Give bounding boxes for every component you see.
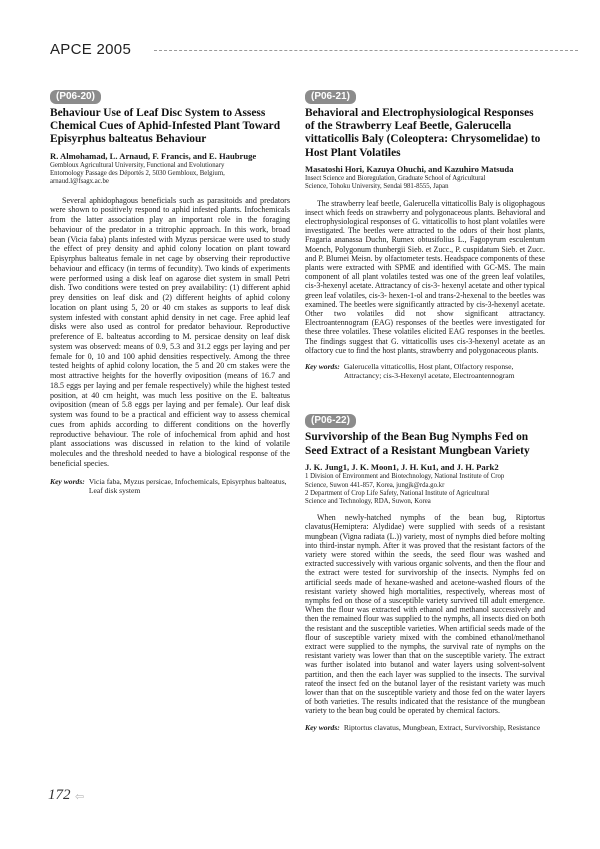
article-title: Behaviour Use of Leaf Disc System to Assess Chemical Cues of Aphid-Infested Plant Toward Episyrphus balteatus Behaviour xyxy=(50,107,281,146)
keywords-text: Galerucella vittaticollis, Host plant, Olfactory response, Attractancy; cis-3-Hexenyl acetate, Electroantennogram xyxy=(343,362,515,381)
affiliation-line: Insect Science and Bioregulation, Graduate School of Agricultural xyxy=(305,175,486,183)
article-authors: R. Almohamad, L. Arnaud, F. Francis, and E. Haubruge xyxy=(50,150,257,161)
article-affiliation xyxy=(305,175,545,191)
article-p06-20 xyxy=(50,86,290,495)
page-number: 172 xyxy=(48,787,71,803)
keywords-label: Key words: xyxy=(305,362,340,372)
keywords-text: Vicia faba, Myzus persicae, Infochemicals, Episyrphus balteatus, Leaf disk system xyxy=(88,476,287,495)
header-title: APCE 2005 xyxy=(50,41,132,58)
header-divider xyxy=(154,50,578,51)
affiliation-line: Entomology Passage des Déportés 2, 5030 Gembloux, Belgium, xyxy=(50,170,225,178)
keywords xyxy=(305,362,545,380)
article-title: Survivorship of the Bean Bug Nymphs Fed on Seed Extract of a Resistant Mungbean Variety xyxy=(305,431,530,457)
article-abstract: Several aphidophagous beneficials such as parasitoids and predators were shown to positively respond to aphid infested plants. Infochemicals from the latter association play an important role in the foraging behaviour of the predator in a tritrophic approach. In this work, broad bean (Vicia faba) plants infested with Myzus persicae were used to study the effect of prey density and aphid colony location on plant toward Episyrphus balteatus female in net cage by observing their reproductive behaviour and efficacy (in terms of fecundity). Two kinds of experiments were performed using a disk leaf on agarose diet system in small Petri dish. Two conditions were tested on prey availability: (1) different aphid prey densities on leaf disk and (2) different heights of aphid colony location on plant using 5, 20 or 40 cm stakes as supports to leaf disk system infested with constant aphid density in net cage. Free aphid leaf disks were also used as control for predator behaviour. Reproductive preference of E. balteatus according to M. persicae density on leaf disk system was observed: means of 0.9, 5.3 and 31.2 eggs per laying and per female for 0, 10 and 100 aphid densities respectively. Among the three tested heights of aphid colony location, the 5 and 20 cm stakes were the most attractive heights for the hoverfly oviposition (means of 16.7 and 18.5 eggs per laying and per female respectively) while the highest tested position, at 40 cm height, was much less positive on the E. balteatus oviposition (mean of 5.8 eggs per laying and per female). Our leaf disk system was found to be a practical and efficient way to assess chemical cues from aphids according to different conditions on the hoverfly reproductive behaviour. The role of infochemical from aphid and host plant associations was discussed in relation to the kind of volatile molecules and the threshold needed to have a biological response of the beneficial species. xyxy=(50,195,290,468)
affiliation-line: Science and Technology, RDA, Suwon, Korea xyxy=(305,497,431,505)
affiliation-line: 2 Department of Crop Life Safety, National Institute of Agricultural xyxy=(305,489,490,497)
keywords-label: Key words: xyxy=(305,722,340,732)
article-p06-22 xyxy=(305,410,545,731)
affiliation-line: 1 Division of Environment and Biotechnology, National Institute of Crop xyxy=(305,473,505,481)
article-abstract: When newly-hatched nymphs of the bean bug, Riptortus clavatus(Hemiptera: Alydidae) were supplied with seeds of a resistant mungbean (Vigna radiata (L.)) variety, most of nymphs died before molting into third-instar nymph. After it was proved that the resistant factors of the variety were stored within the seeds, the seed flour was washed and extracted successively with various organic solvents, and then the flour and the extract were tested for survivorship of the insects. Nymphs fed on artificial seeds made of hexane-washed and acetone-washed flours of the resistant variety showed high mortalities, respectively, whereas most of nymphs fed on those of a susceptible variety survived till adult emergence. When the flour was extracted with ethanol and methanol successively and then the remained flour was supplied to the nymphs, all insects died on both the resistant and the susceptible varieties. When artificial seeds made of the flour of susceptible variety mixed with the combined ethanol/methanol extract were supplied to the nymphs, the survival rate of nymphs on the resistant variety was lower than that on the susceptible variety. The extract was further isolated into butanol and water layers using solvent-solvent partition, and then the each layer was supplied to the insects. The survival rateof the insect fed on the butanol layer of the resistant variety was much lower than that on the susceptible variety and those fed on the water layers of both varieties. The results indicated that the resistance of the mungbean variety to the bean bug could be operated by chemical factors. xyxy=(305,513,545,716)
article-title: Behavioral and Electrophysiological Responses of the Strawberry Leaf Beetle, Galerucella vittaticollis Baly (Coleoptera: Chrysomelidae) to Host Plant Volatiles xyxy=(305,107,541,159)
keywords xyxy=(50,477,290,495)
affiliation-email: arnaud.l@fsagx.ac.be xyxy=(50,178,109,186)
right-column xyxy=(305,86,545,732)
affiliation-line: Science, Tohoku University, Sendai 981-8555, Japan xyxy=(305,183,449,191)
article-id-badge: (P06-20) xyxy=(50,90,101,104)
affiliation-line: Gembloux Agricultural University, Functional and Evolutionary xyxy=(50,162,225,170)
article-abstract: The strawberry leaf beetle, Galerucella vittaticollis Baly is oligophagous insect which feeds on strawberry and polygonaceous plants. Behavioral and electrophysiological responses of G. vittaticollis to host plant volatiles were investigated. The beetles were attracted to the odors of their host plants, Fragaria ananassa Duchn, Rumex obtusifolius L., Fagopyrum esculentum Moench, Polygonum thunbergii Sieb. et Zucc., P. cuspidatum Sieb. et Zucc. and P. Blumei Meisn. by olfactometer tests. Headspace components of these plants were extracted with SPME and identified with GC-MS. The main component of all plant volatiles tested was one of the green leaf volatiles, cis-3-hexenyl acetate. Attractancy of cis-3- hexenyl acetate and other typical green leaf volatiles, cis-3- hexen-1-ol and trans-2-hexenal to the beetles was examined. The beetles were significantly attracted by cis-3-hexenyl acetate. Other two volatiles did not show significant attractancy. Electroantennogram (EAG) responses of the beetles were investigated for these three volatiles. These volatiles elicited EAG responses in the beetles. The findings suggest that G. vittaticollis uses cis-3-hexenyl acetate as an olfactory cue to find the host plants, strawberry and polygonaceous plants. xyxy=(305,198,545,355)
keywords xyxy=(305,723,545,732)
article-p06-21 xyxy=(305,86,545,380)
left-column xyxy=(50,86,290,495)
keywords-label: Key words: xyxy=(50,476,85,486)
keywords-text: Riptortus clavatus, Mungbean, Extract, Survivorship, Resistance xyxy=(343,722,541,732)
article-id-badge: (P06-21) xyxy=(305,90,356,104)
article-authors: J. K. Jung1, J. K. Moon1, J. H. Ku1, and J. H. Park2 xyxy=(305,461,499,472)
running-header xyxy=(50,41,578,57)
article-affiliation xyxy=(305,473,545,506)
affiliation-line: Science, Suwon 441-857, Korea, jungjk@rda.go.kr xyxy=(305,481,445,489)
back-arrow-icon: ⇦ xyxy=(75,790,85,803)
article-authors: Masatoshi Hori, Kazuya Ohuchi, and Kazuhiro Matsuda xyxy=(305,163,514,174)
article-id-badge: (P06-22) xyxy=(305,414,356,428)
article-affiliation xyxy=(50,162,290,187)
